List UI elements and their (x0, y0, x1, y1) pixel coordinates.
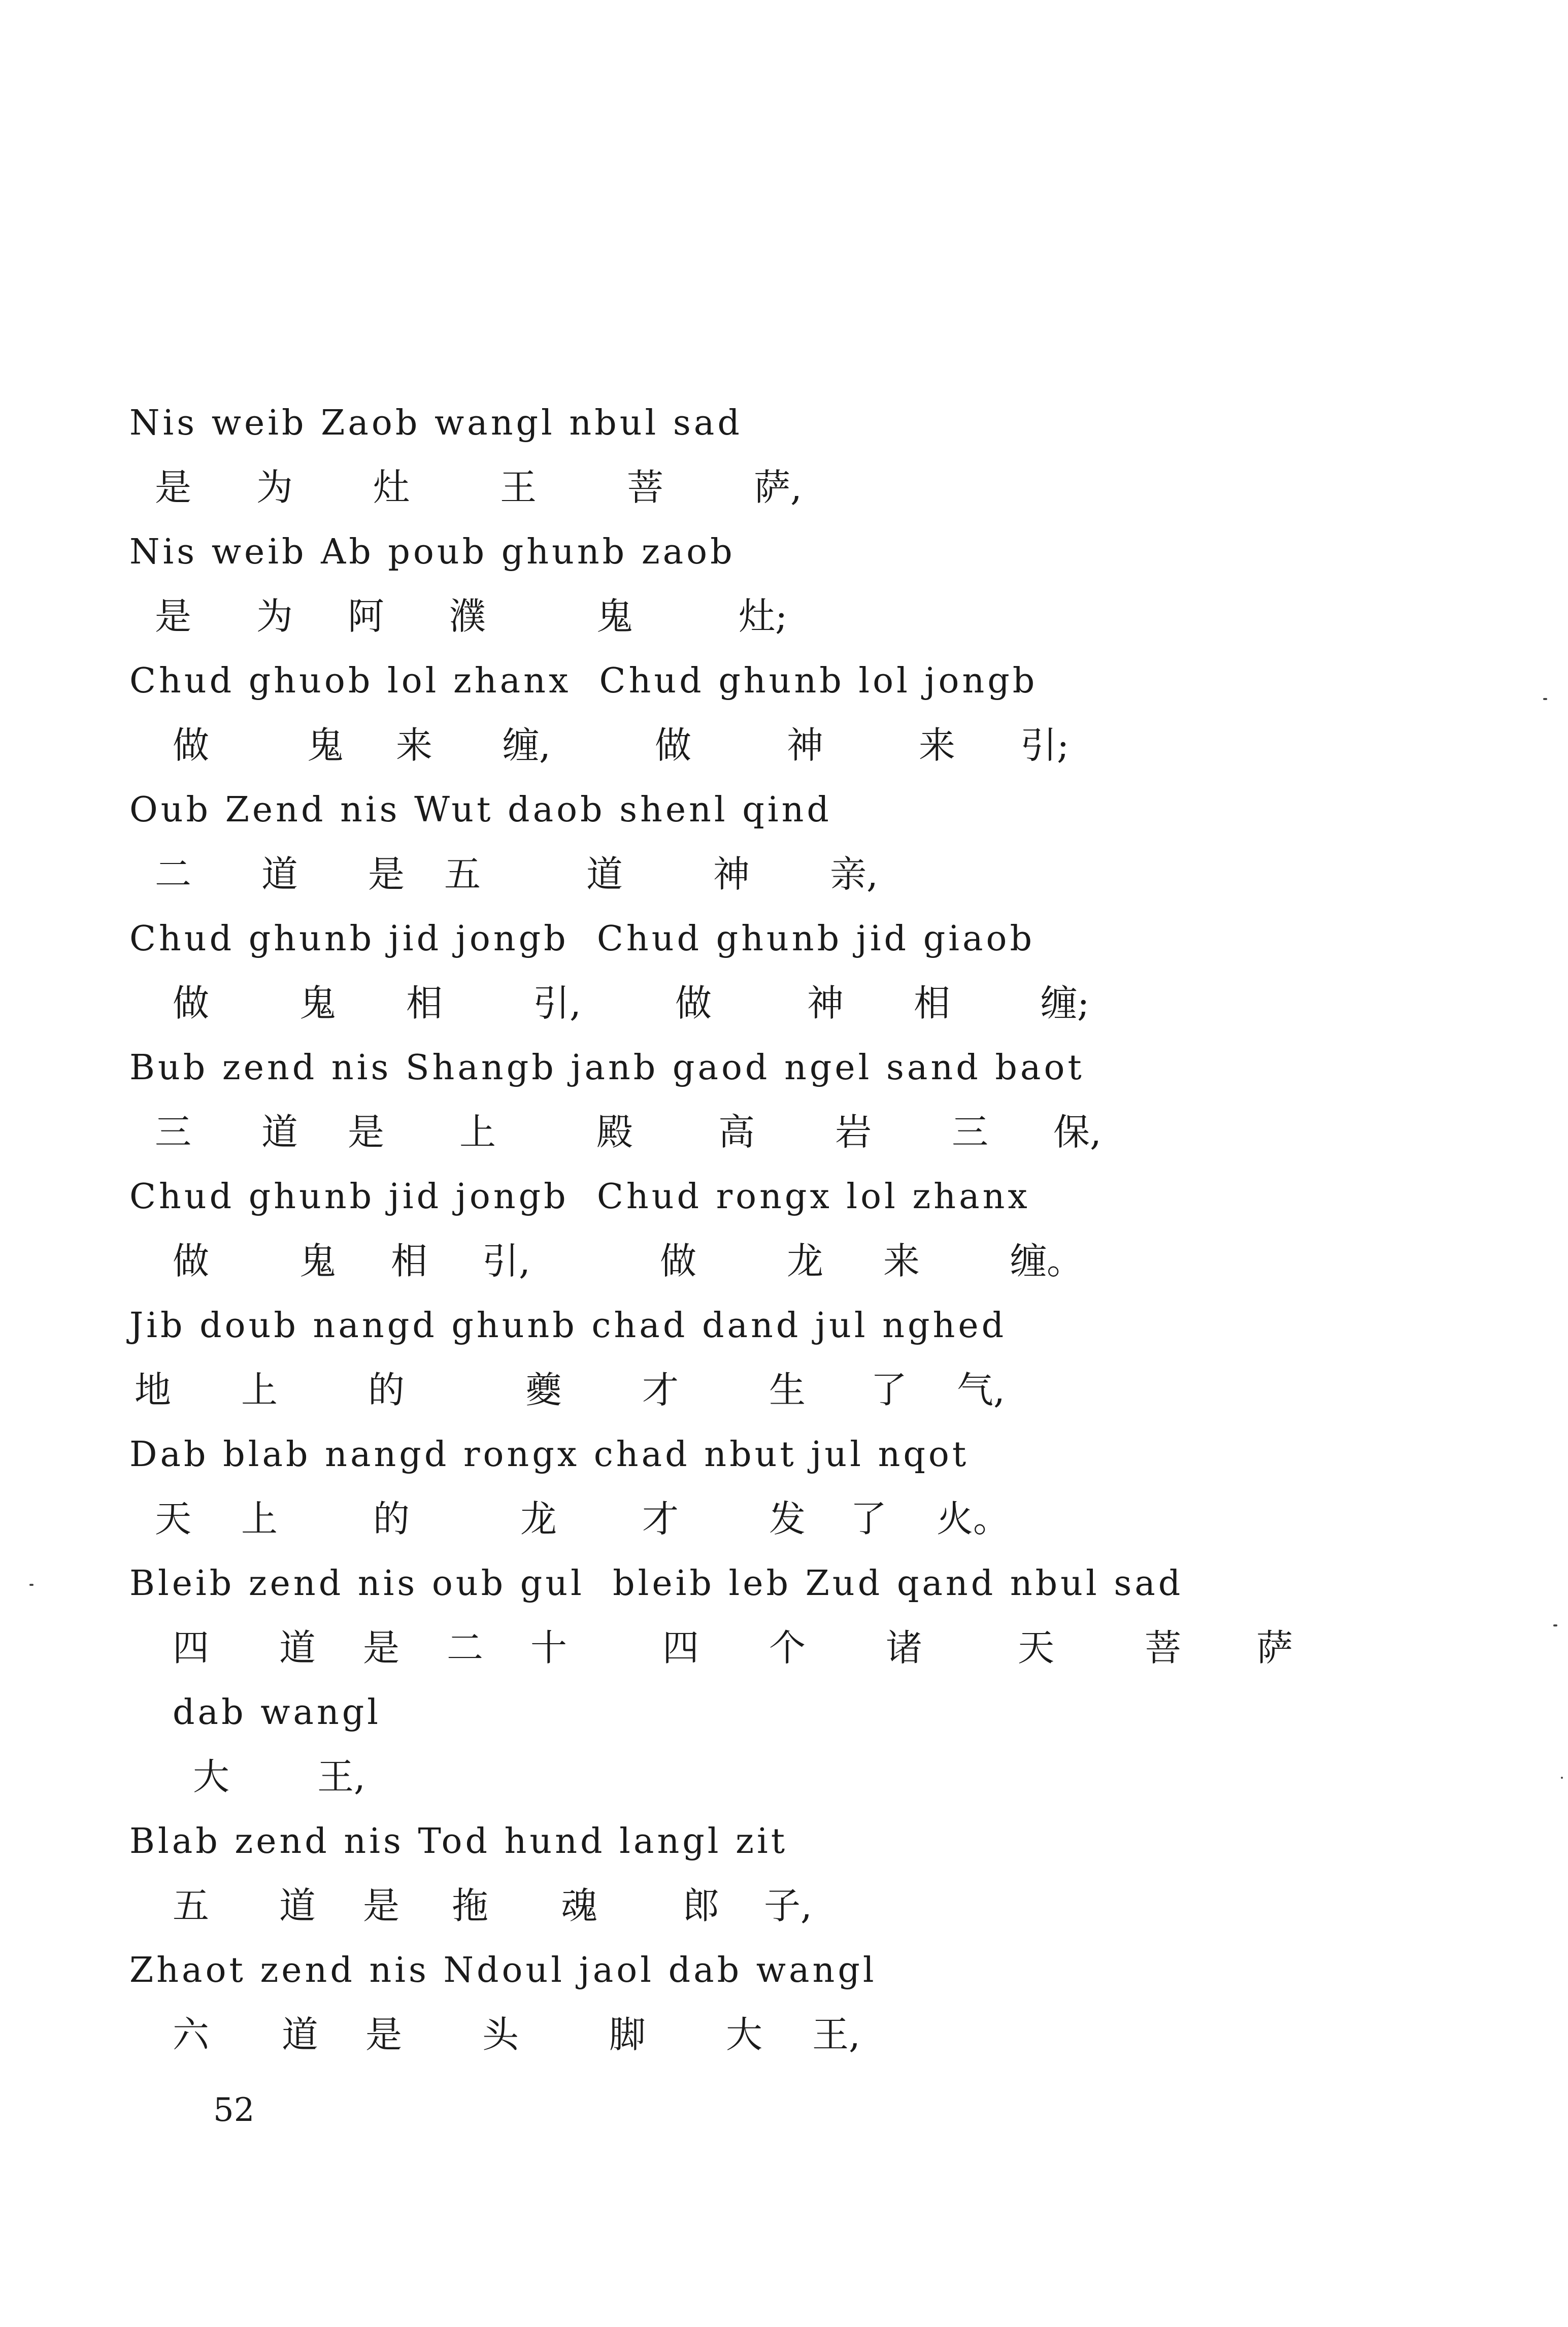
chinese-char: 生 (769, 1369, 806, 1411)
chinese-char: 拖 (452, 1884, 489, 1927)
chinese-line (129, 1229, 1449, 1293)
chinese-char: 神 (787, 724, 824, 767)
chinese-char: 魂 (561, 1884, 598, 1927)
chinese-char: 菩 (627, 466, 664, 509)
chinese-line (129, 2003, 1449, 2067)
scan-speck (1553, 1624, 1557, 1626)
chinese-char: 是 (155, 466, 192, 509)
chinese-line (129, 1616, 1449, 1680)
chinese-char: 相 (406, 982, 443, 1024)
chinese-char: 是 (348, 1111, 385, 1153)
chinese-char: 大 (726, 2013, 763, 2056)
chinese-char: 三 (155, 1111, 192, 1153)
chinese-char: 相 (391, 1240, 428, 1282)
chinese-char: 王 (500, 466, 537, 509)
chinese-char: 气, (957, 1369, 1005, 1411)
chinese-char: 是 (365, 2013, 403, 2056)
chinese-char: 五 (173, 1884, 210, 1927)
chinese-char: 王, (812, 2013, 860, 2056)
chinese-char: 引; (1020, 724, 1070, 767)
chinese-char: 天 (1018, 1626, 1055, 1669)
chinese-char: 二 (155, 853, 192, 895)
romanized-line: Oub Zend nis Wut daob shenl qind (129, 790, 832, 830)
chinese-char: 做 (173, 1240, 210, 1282)
chinese-char: 道 (261, 1111, 298, 1153)
chinese-line (129, 1358, 1449, 1422)
chinese-char: 道 (261, 853, 298, 895)
chinese-char: 鬼 (299, 1240, 337, 1282)
chinese-char: 濮 (449, 595, 486, 638)
romanized-line: Blab zend nis Tod hund langl zit (129, 1821, 788, 1861)
chinese-char: 的 (368, 1369, 405, 1411)
chinese-char: 地 (135, 1369, 172, 1411)
chinese-char: 四 (173, 1626, 210, 1669)
chinese-line (129, 1745, 1449, 1809)
chinese-char: 为 (256, 466, 293, 509)
chinese-char: 相 (914, 982, 951, 1024)
chinese-char: 鬼 (307, 724, 344, 767)
chinese-char: 神 (807, 982, 844, 1024)
chinese-char: 灶; (739, 595, 788, 638)
chinese-char: 了 (871, 1369, 908, 1411)
chinese-char: 做 (675, 982, 712, 1024)
chinese-char: 做 (173, 724, 210, 767)
chinese-char: 才 (642, 1498, 679, 1540)
chinese-char: 的 (373, 1498, 410, 1540)
chinese-char: 诸 (886, 1626, 923, 1669)
chinese-char: 十 (530, 1626, 568, 1669)
chinese-char: 做 (655, 724, 692, 767)
chinese-char: 脚 (609, 2013, 646, 2056)
chinese-char: 引, (482, 1240, 530, 1282)
chinese-line (129, 713, 1449, 778)
romanized-line: Zhaot zend nis Ndoul jaol dab wangl (129, 1950, 877, 1990)
chinese-char: 阿 (348, 595, 385, 638)
chinese-char: 殿 (596, 1111, 633, 1153)
romanized-line: Nis weib Zaob wangl nbul sad (129, 403, 743, 443)
chinese-line (129, 1874, 1449, 1938)
chinese-char: 是 (368, 853, 405, 895)
chinese-char: 上 (241, 1369, 278, 1411)
chinese-char: 夔 (525, 1369, 562, 1411)
chinese-char: 六 (173, 2013, 210, 2056)
chinese-char: 鬼 (596, 595, 633, 638)
chinese-char: 岩 (835, 1111, 872, 1153)
chinese-char: 火。 (937, 1498, 1010, 1540)
chinese-char: 龙 (520, 1498, 557, 1540)
chinese-char: 四 (662, 1626, 699, 1669)
chinese-char: 发 (769, 1498, 806, 1540)
chinese-char: 了 (850, 1498, 887, 1540)
chinese-char: 上 (241, 1498, 278, 1540)
chinese-line (129, 1100, 1449, 1165)
chinese-char: 道 (586, 853, 623, 895)
romanized-line: dab wangl (173, 1692, 382, 1733)
chinese-char: 高 (718, 1111, 755, 1153)
chinese-char: 道 (282, 2013, 319, 2056)
chinese-char: 才 (642, 1369, 679, 1411)
chinese-char: 二 (447, 1626, 484, 1669)
chinese-line (129, 584, 1449, 649)
chinese-char: 做 (173, 982, 210, 1024)
chinese-char: 郎 (683, 1884, 720, 1927)
chinese-char: 子, (764, 1884, 812, 1927)
chinese-char: 鬼 (299, 982, 337, 1024)
romanized-line: Nis weib Ab poub ghunb zaob (129, 532, 736, 572)
chinese-char: 来 (396, 724, 433, 767)
chinese-line (129, 1487, 1449, 1551)
scan-speck (1543, 698, 1547, 700)
romanized-line: Bub zend nis Shangb janb gaod ngel sand baot (129, 1048, 1085, 1088)
chinese-char: 头 (482, 2013, 519, 2056)
verse-block (129, 391, 1449, 2067)
chinese-char: 来 (919, 724, 956, 767)
chinese-char: 萨 (1256, 1626, 1293, 1669)
page-number: 52 (213, 2091, 255, 2129)
chinese-char: 菩 (1145, 1626, 1182, 1669)
chinese-char: 保, (1053, 1111, 1102, 1153)
chinese-char: 做 (660, 1240, 697, 1282)
chinese-char: 为 (256, 595, 293, 638)
chinese-char: 来 (883, 1240, 920, 1282)
chinese-char: 是 (363, 1626, 400, 1669)
chinese-char: 萨, (754, 466, 802, 509)
chinese-char: 道 (279, 1884, 316, 1927)
chinese-char: 王, (317, 1755, 365, 1798)
chinese-char: 灶 (373, 466, 410, 509)
romanized-line: Dab blab nangd rongx chad nbut jul nqot (129, 1435, 970, 1475)
chinese-char: 是 (363, 1884, 400, 1927)
chinese-char: 亲, (830, 853, 878, 895)
chinese-char: 缠。 (1010, 1240, 1084, 1282)
chinese-char: 五 (444, 853, 481, 895)
scan-speck (29, 1584, 34, 1586)
chinese-char: 引, (533, 982, 581, 1024)
scan-speck (1561, 1777, 1563, 1779)
chinese-char: 缠, (503, 724, 551, 767)
chinese-char: 个 (769, 1626, 806, 1669)
chinese-char: 是 (155, 595, 192, 638)
chinese-char: 缠; (1041, 982, 1090, 1024)
chinese-char: 三 (952, 1111, 989, 1153)
chinese-char: 天 (155, 1498, 192, 1540)
romanized-line: Chud ghunb jid jongb Chud ghunb jid giaob (129, 919, 1035, 959)
chinese-char: 道 (279, 1626, 316, 1669)
chinese-line (129, 455, 1449, 520)
romanized-line: Jib doub nangd ghunb chad dand jul nghed (129, 1306, 1007, 1346)
romanized-line: Bleib zend nis oub gul bleib leb Zud qand nbul sad (129, 1564, 1184, 1604)
romanized-line: Chud ghunb jid jongb Chud rongx lol zhanx (129, 1177, 1030, 1217)
chinese-line (129, 842, 1449, 907)
chinese-char: 上 (459, 1111, 496, 1153)
chinese-char: 大 (193, 1755, 230, 1798)
chinese-char: 神 (713, 853, 750, 895)
romanized-line: Chud ghuob lol zhanx Chud ghunb lol jongb (129, 661, 1038, 701)
chinese-line (129, 971, 1449, 1036)
chinese-char: 龙 (787, 1240, 824, 1282)
